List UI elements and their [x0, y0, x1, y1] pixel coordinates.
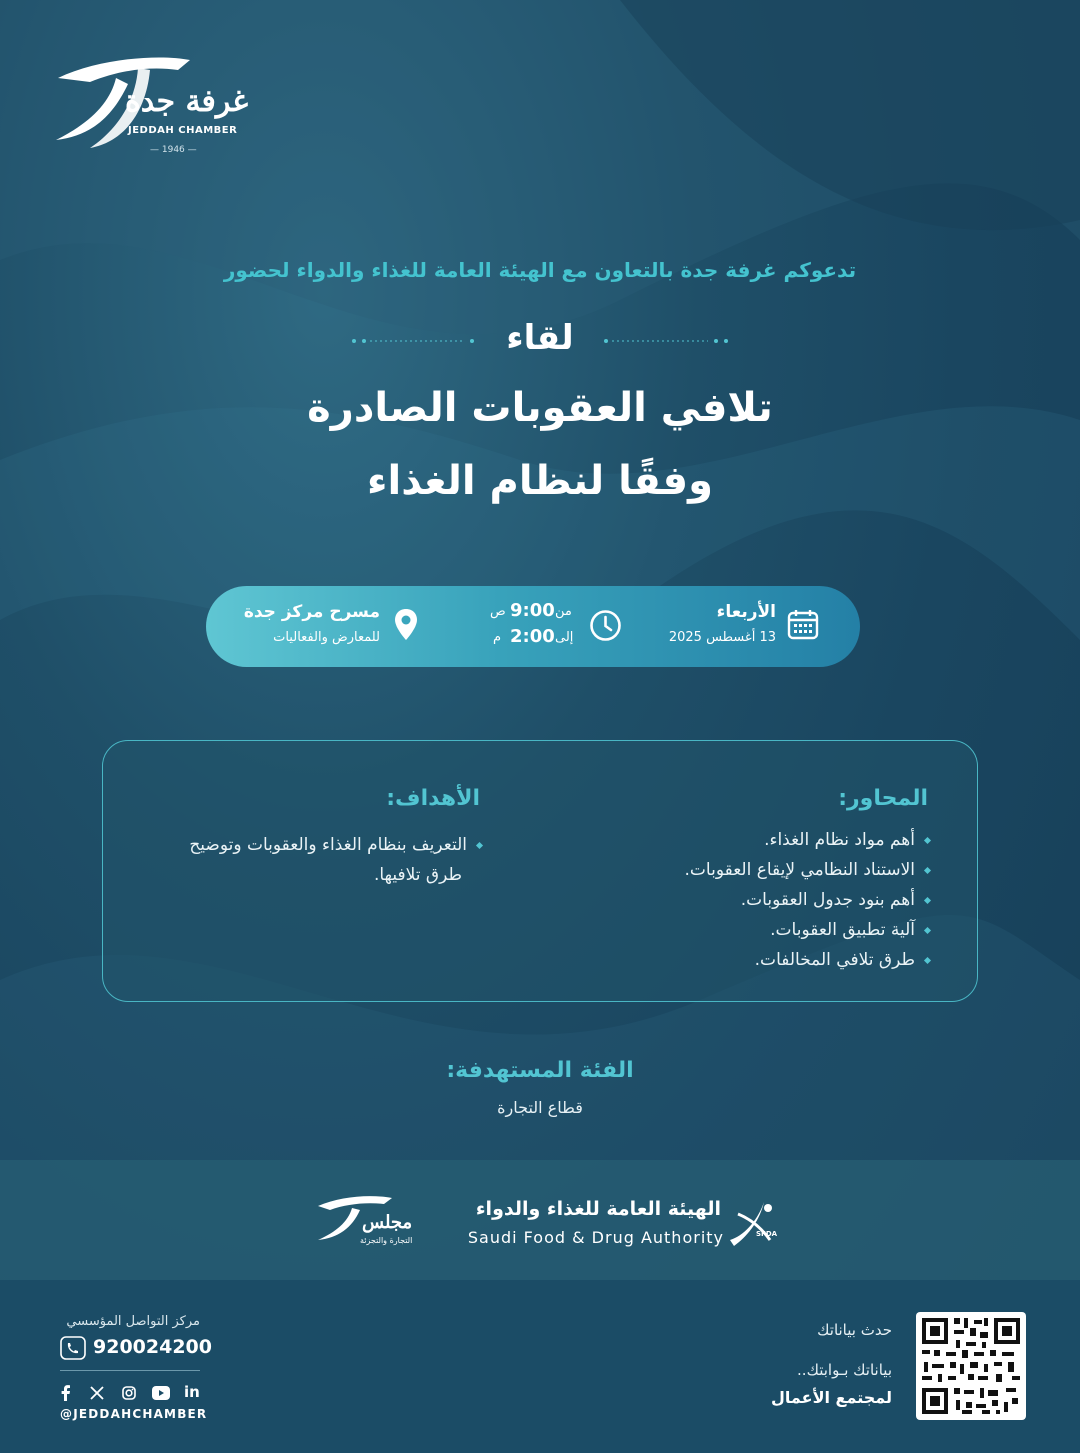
majlis-subtext: التجارة والتجزئة [360, 1236, 413, 1245]
list-item-continuation: طرق تلافيها. [373, 865, 462, 885]
sfda-logo [724, 1196, 782, 1250]
target-heading: الفئة المستهدفة: [446, 1058, 634, 1083]
invite-text: تدعوكم غرفة جدة بالتعاون مع الهيئة العامة للغذاء والدواء لحضور [223, 258, 857, 282]
linkedin-icon[interactable]: in [184, 1383, 200, 1401]
event-title-line2: وفقًا لنظام الغذاء [367, 458, 713, 504]
contact-center-label: مركز التواصل المؤسسي [66, 1314, 200, 1329]
bullet-icon [476, 841, 483, 848]
list-item: أهم بنود جدول العقوبات. [560, 890, 930, 920]
time-to: 2:00 [510, 626, 555, 647]
list-item: آلية تطبيق العقوبات. [560, 920, 930, 950]
time-from-suffix: ص [490, 604, 506, 619]
x-icon[interactable] [90, 1386, 104, 1400]
time-from-label: من [555, 604, 572, 619]
qr-text-line2: بياناتك بـوابتك.. [797, 1361, 892, 1379]
event-venue: مسرح مركز جدة [243, 602, 380, 622]
logo-arabic-text: غرفة جدة [125, 84, 249, 119]
partners-band [0, 1160, 1080, 1280]
bullet-icon [924, 836, 931, 843]
event-day: الأربعاء [716, 602, 776, 622]
bullet-icon [924, 956, 931, 963]
event-venue-sub: للمعارض والفعاليات [273, 630, 380, 645]
bullet-icon [924, 926, 931, 933]
logo-english-text: JEDDAH CHAMBER [128, 125, 238, 136]
social-icons [60, 1385, 202, 1403]
sfda-arabic-name: الهيئة العامة للغذاء والدواء [475, 1198, 721, 1220]
time-to-label: إلى [555, 630, 574, 645]
goals-heading: الأهداف: [386, 786, 480, 811]
sfda-english-name: Saudi Food & Drug Authority [467, 1228, 724, 1247]
event-title-line1: تلافي العقوبات الصادرة [307, 385, 773, 431]
bullet-icon [924, 896, 931, 903]
qr-text-line3: لمجتمع الأعمال [771, 1388, 892, 1407]
youtube-icon[interactable] [152, 1386, 170, 1400]
time-from: 9:00 [510, 600, 555, 621]
clock-icon [589, 609, 622, 642]
phone-icon [60, 1336, 86, 1360]
event-type: لقاء [506, 318, 574, 358]
axes-heading: المحاور: [838, 786, 928, 811]
footer-divider [60, 1370, 200, 1371]
sfda-abbr: SFDA [756, 1230, 778, 1238]
target-value: قطاع التجارة [497, 1098, 583, 1117]
logo-year: — 1946 — [150, 145, 197, 155]
calendar-icon [787, 608, 819, 640]
qr-code[interactable] [916, 1312, 1026, 1420]
goals-list [140, 830, 482, 890]
axes-list [560, 830, 930, 980]
majlis-text: مجلس [362, 1212, 413, 1233]
location-pin-icon [394, 608, 418, 642]
contact-phone[interactable]: 920024200 [93, 1336, 212, 1358]
time-to-suffix: م [493, 630, 502, 645]
list-item: الاستناد النظامي لإيقاع العقوبات. [560, 860, 930, 890]
list-item: التعريف بنظام الغذاء والعقوبات وتوضيح [140, 830, 482, 860]
event-date: 13 أغسطس 2025 [668, 630, 776, 645]
qr-text-line1: حدث بياناتك [817, 1321, 892, 1339]
social-handle[interactable]: @JEDDAHCHAMBER [60, 1407, 208, 1421]
list-item: طرق تلافي المخالفات. [560, 950, 930, 980]
list-item: أهم مواد نظام الغذاء. [560, 830, 930, 860]
facebook-icon[interactable] [60, 1385, 72, 1401]
instagram-icon[interactable] [122, 1386, 136, 1400]
bullet-icon [924, 866, 931, 873]
